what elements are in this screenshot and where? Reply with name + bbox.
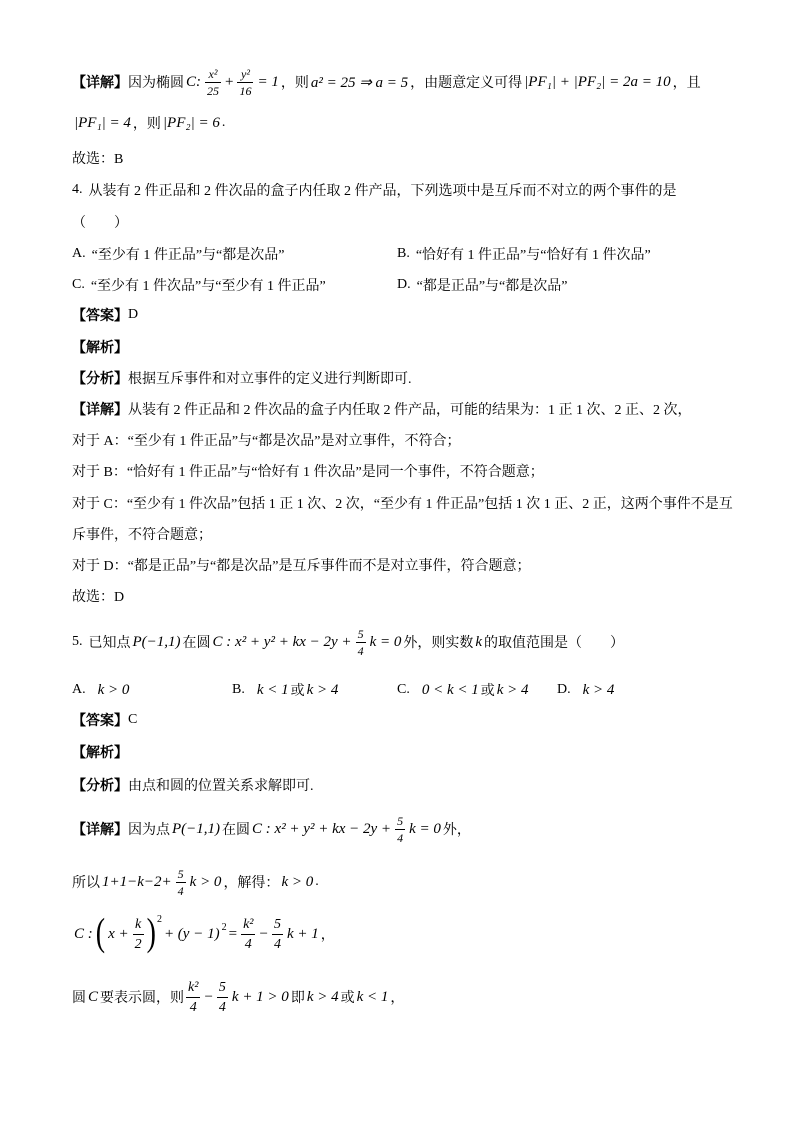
detail-text: 在圆 [222, 823, 251, 838]
option-text: 或 [480, 684, 495, 699]
solution-tag: 【解析】 [72, 746, 128, 761]
fraction-numerator: 5 [397, 813, 404, 828]
math-operator: = [228, 925, 238, 942]
math-expression: |PF₂| = 6 [162, 114, 220, 131]
detail-tag: 【详解】 [72, 403, 128, 418]
fraction-numerator: x² [205, 67, 221, 83]
q4-detail-case-c [72, 491, 733, 515]
q5-answer-line [72, 708, 137, 732]
body-text: 因为椭圆 [128, 76, 184, 91]
fraction-denominator: 4 [273, 936, 281, 952]
detail-text: 对于 A：“至少有 1 件正品”与“都是次品”是对立事件，不符合； [72, 434, 461, 449]
q4-detail-case-c-cont [72, 522, 212, 546]
option-b [397, 244, 722, 264]
option-text: “至少有 1 件正品”与“都是次品” [91, 248, 285, 263]
answer-tag: 【答案】 [72, 714, 128, 729]
detail-text: ， [390, 991, 405, 1006]
q4-detail-line [72, 397, 692, 421]
body-text: ，则 [280, 76, 309, 91]
math-expression: C : x² + y² + kx − 2y + [212, 633, 352, 650]
math-expression: k [475, 633, 483, 650]
q4-analysis-line [72, 366, 412, 390]
left-parenthesis: ( [95, 911, 106, 955]
math-expression: k > 4 [306, 681, 339, 698]
q5-detail-line-3 [72, 906, 335, 962]
option-label: C. [72, 277, 85, 292]
fraction-denominator: 4 [397, 830, 404, 845]
detail-text: ，解得： [223, 876, 280, 891]
analysis-text: 由点和圆的位置关系求解即可. [128, 779, 314, 794]
q5-stem-line [72, 622, 624, 662]
body-text: . [221, 115, 226, 130]
fraction-denominator: 4 [218, 999, 226, 1015]
math-expression: k = 0 [409, 820, 441, 837]
body-text: ，则 [132, 117, 161, 132]
option-b [232, 680, 397, 700]
fraction [241, 916, 255, 953]
fraction-numerator: 5 [357, 626, 364, 641]
option-d [557, 682, 722, 699]
detail-text: 对于 B：“恰好有 1 件正品”与“恰好有 1 件次品”是同一个事件，不符合题意； [72, 465, 544, 480]
detail-text: 从装有 2 件正品和 2 件次品的盒子内任取 2 件产品，可能的结果为：1 正 1 次、2 正、2 次， [128, 403, 692, 418]
option-label: D. [397, 277, 411, 292]
math-expression: k + 1 [286, 925, 319, 942]
option-a [72, 682, 232, 699]
question-stem: 从装有 2 件正品和 2 件次品的盒子内任取 2 件产品，下列选项中是互斥而不对立的两个事件的是 [88, 184, 677, 199]
q4-solution-line [72, 335, 128, 359]
math-expression: k = 0 [369, 633, 402, 650]
option-label: A. [72, 682, 86, 697]
answer-value: D [128, 307, 139, 322]
right-parenthesis: ) [146, 911, 156, 955]
math-expression: + (y − 1) [163, 925, 220, 942]
math-expression: k < 1 [356, 988, 389, 1005]
fraction [205, 67, 221, 98]
option-text: “至少有 1 件次品”与“至少有 1 件正品” [90, 279, 326, 294]
math-operator: + [225, 73, 234, 90]
fraction-denominator: 25 [207, 83, 219, 98]
fraction-numerator: k² [186, 979, 200, 998]
q4-conclusion [72, 584, 124, 608]
detail-text: ， [320, 928, 335, 943]
fraction-denominator: 4 [177, 883, 184, 898]
option-c [72, 275, 397, 295]
fraction-numerator: y² [237, 67, 253, 83]
option-text: “恰好有 1 件正品”与“恰好有 1 件次品” [415, 248, 651, 263]
question-stem: 外，则实数 [403, 636, 474, 651]
detail-text: 因为点 [128, 823, 170, 838]
question-number: 4. [72, 182, 83, 197]
detail-text: . [315, 874, 319, 889]
math-expression: P(−1,1) [132, 633, 181, 650]
fraction [356, 627, 366, 658]
fraction-numerator: 5 [217, 979, 228, 998]
fraction [176, 867, 186, 898]
fraction [133, 916, 144, 953]
option-a [72, 244, 397, 264]
question-number: 5. [72, 634, 83, 649]
fraction [395, 814, 405, 845]
math-expression: 1+1−k−2+ [102, 873, 172, 890]
math-operator: − [259, 925, 268, 942]
option-c [397, 680, 557, 700]
option-label: D. [557, 682, 571, 697]
body-text: ，由题意定义可得 [410, 76, 523, 91]
math-expression: P(−1,1) [172, 820, 221, 837]
detail-text: 要表示圆，则 [100, 991, 185, 1006]
q4-detail-case-a [72, 428, 460, 452]
math-expression: x + [108, 925, 129, 942]
option-label: A. [72, 246, 86, 261]
math-expression: k > 4 [582, 681, 615, 698]
fraction-denominator: 4 [357, 643, 364, 658]
solution-tag: 【解析】 [72, 341, 128, 356]
math-expression: k > 0 [281, 873, 314, 890]
math-expression: C : x² + y² + kx − 2y + [252, 820, 392, 837]
q4-answer-line [72, 303, 138, 327]
conclusion-text: 故选：D [72, 590, 125, 605]
detail-text: 斥事件，不符合题意； [72, 528, 212, 543]
q5-analysis-line [72, 773, 314, 797]
q5-detail-line-2 [72, 862, 319, 902]
math-expression: C: [186, 73, 201, 90]
option-d [397, 275, 722, 295]
math-expression: 0 < k < 1 [421, 681, 479, 698]
fraction [186, 979, 200, 1016]
question-stem: 已知点 [88, 636, 131, 651]
fraction [272, 916, 283, 953]
option-label: C. [397, 682, 410, 697]
q4-options-row-2 [72, 273, 722, 297]
prev-detail-line-1 [72, 62, 701, 102]
math-expression: = 1 [257, 73, 279, 90]
option-text: 或 [290, 684, 305, 699]
q4-detail-case-b [72, 459, 544, 483]
fraction [217, 979, 228, 1016]
detail-text: 外， [442, 823, 471, 838]
detail-text: 对于 D：“都是正品”与“都是次品”是互斥事件而不是对立事件，符合题意； [72, 559, 531, 574]
detail-tag: 【详解】 [72, 76, 128, 91]
option-label: B. [397, 246, 410, 261]
q4-blank-line [72, 210, 128, 234]
fraction-denominator: 4 [189, 999, 197, 1015]
analysis-text: 根据互斥事件和对立事件的定义进行判断即可. [128, 372, 412, 387]
answer-value: C [128, 712, 138, 727]
math-expression: a² = 25 ⇒ a = 5 [310, 74, 409, 91]
math-expression: k < 1 [256, 681, 289, 698]
conclusion-text: 故选：B [72, 152, 124, 167]
math-expression: |PF₁| = 4 [74, 114, 131, 131]
fraction [237, 67, 253, 98]
math-expression: k > 0 [189, 873, 222, 890]
math-expression: |PF₁| + |PF₂| = 2a = 10 [524, 73, 671, 90]
detail-text: 即 [290, 991, 305, 1006]
answer-tag: 【答案】 [72, 309, 128, 324]
math-expression: k > 0 [97, 681, 130, 698]
q5-solution-line [72, 740, 128, 764]
q4-detail-case-d [72, 553, 530, 577]
question-stem: 的取值范围是（ ） [484, 636, 625, 651]
option-text: “都是正品”与“都是次品” [416, 279, 568, 294]
math-expression: C [88, 988, 99, 1005]
fraction-numerator: 5 [272, 916, 283, 935]
fraction-numerator: 5 [177, 866, 184, 881]
q5-detail-line-4 [72, 973, 404, 1021]
q5-detail-line-1 [72, 809, 471, 849]
body-text: ，且 [672, 76, 701, 91]
option-label: B. [232, 682, 245, 697]
detail-text: 对于 C：“至少有 1 件次品”包括 1 正 1 次、2 次，“至少有 1 件正品”包括 1 次 1 正、2 正，这两个事件不是互 [72, 497, 733, 512]
math-expression: k > 4 [306, 988, 339, 1005]
detail-tag: 【详解】 [72, 823, 128, 838]
math-expression: k + 1 > 0 [231, 988, 289, 1005]
fraction-denominator: 2 [134, 936, 142, 952]
q4-stem-line [72, 178, 677, 202]
exponent: 2 [156, 913, 162, 925]
q5-options-row [72, 678, 722, 702]
detail-text: 所以 [72, 876, 100, 891]
fraction-denominator: 16 [239, 83, 252, 98]
detail-text: 或 [340, 991, 355, 1006]
detail-text: 圆 [72, 991, 86, 1006]
q4-options-row-1 [72, 242, 722, 266]
math-expression: C : [74, 925, 93, 942]
analysis-tag: 【分析】 [72, 779, 128, 794]
fraction-numerator: k² [241, 916, 255, 935]
fraction-denominator: 4 [244, 936, 252, 952]
fraction-numerator: k [133, 916, 144, 935]
question-stem: 在圆 [182, 636, 211, 651]
analysis-tag: 【分析】 [72, 372, 128, 387]
exponent: 2 [221, 921, 227, 933]
math-operator: − [204, 988, 213, 1005]
prev-detail-line-2 [72, 111, 225, 135]
answer-blank: （ ） [72, 216, 128, 231]
math-expression: k > 4 [496, 681, 529, 698]
prev-conclusion [72, 146, 123, 170]
